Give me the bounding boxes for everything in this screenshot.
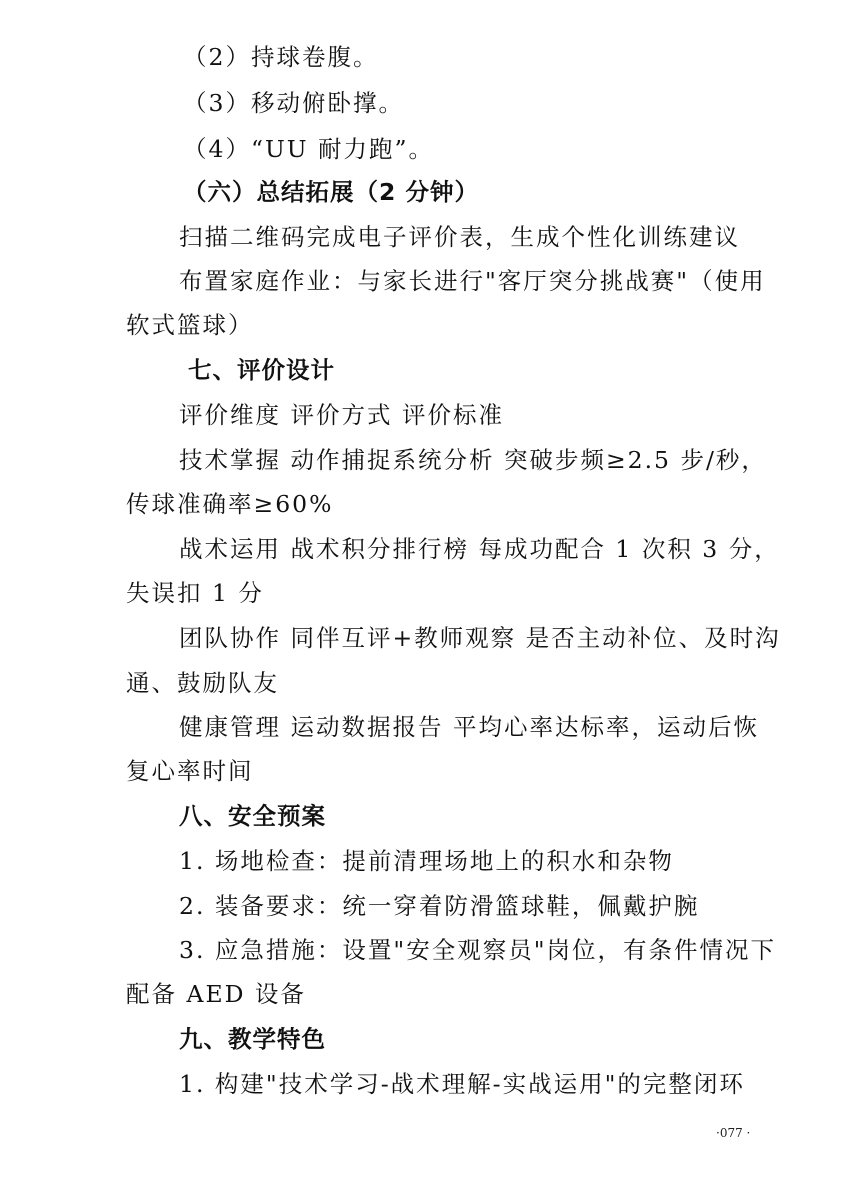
evaluation-row-3-line-2: 通、鼓励队友	[126, 669, 279, 697]
section-heading-summary: （六）总结拓展（2 分钟）	[183, 178, 480, 206]
evaluation-row-2-line-1: 战术运用 战术积分排行榜 每成功配合 1 次积 3 分，	[179, 535, 780, 563]
evaluation-row-4-line-1: 健康管理 运动数据报告 平均心率达标率，运动后恢	[179, 713, 759, 741]
safety-item-1: 1. 场地检查：提前清理场地上的积水和杂物	[179, 847, 674, 875]
summary-paragraph-1: 扫描二维码完成电子评价表，生成个性化训练建议	[179, 223, 740, 251]
section-heading-features: 九、教学特色	[179, 1025, 326, 1053]
section-heading-evaluation: 七、评价设计	[188, 356, 335, 384]
evaluation-header-row: 评价维度 评价方式 评价标准	[179, 401, 504, 429]
summary-paragraph-2-line-2: 软式篮球）	[126, 311, 254, 339]
safety-item-3-line-1: 3. 应急措施：设置"安全观察员"岗位，有条件情况下	[179, 936, 777, 964]
evaluation-row-2-line-2: 失误扣 1 分	[126, 579, 264, 607]
summary-paragraph-2-line-1: 布置家庭作业：与家长进行"客厅突分挑战赛"（使用	[179, 267, 766, 295]
list-item-4: （4）“UU 耐力跑”。	[183, 135, 435, 163]
evaluation-row-1-line-1: 技术掌握 动作捕捉系统分析 突破步频≥2.5 步/秒，	[179, 446, 767, 474]
list-item-3: （3）移动俯卧撑。	[183, 89, 404, 117]
page-number: ·077 ·	[716, 1126, 751, 1140]
section-heading-safety: 八、安全预案	[179, 802, 326, 830]
evaluation-row-1-line-2: 传球准确率≥60%	[126, 490, 334, 518]
features-item-1: 1. 构建"技术学习-战术理解-实战运用"的完整闭环	[179, 1070, 745, 1098]
list-item-2: （2）持球卷腹。	[183, 43, 379, 71]
evaluation-row-3-line-1: 团队协作 同伴互评+教师观察 是否主动补位、及时沟	[179, 624, 781, 652]
safety-item-3-line-2: 配备 AED 设备	[126, 980, 306, 1008]
safety-item-2: 2. 装备要求：统一穿着防滑篮球鞋，佩戴护腕	[179, 892, 700, 920]
evaluation-row-4-line-2: 复心率时间	[126, 757, 254, 785]
